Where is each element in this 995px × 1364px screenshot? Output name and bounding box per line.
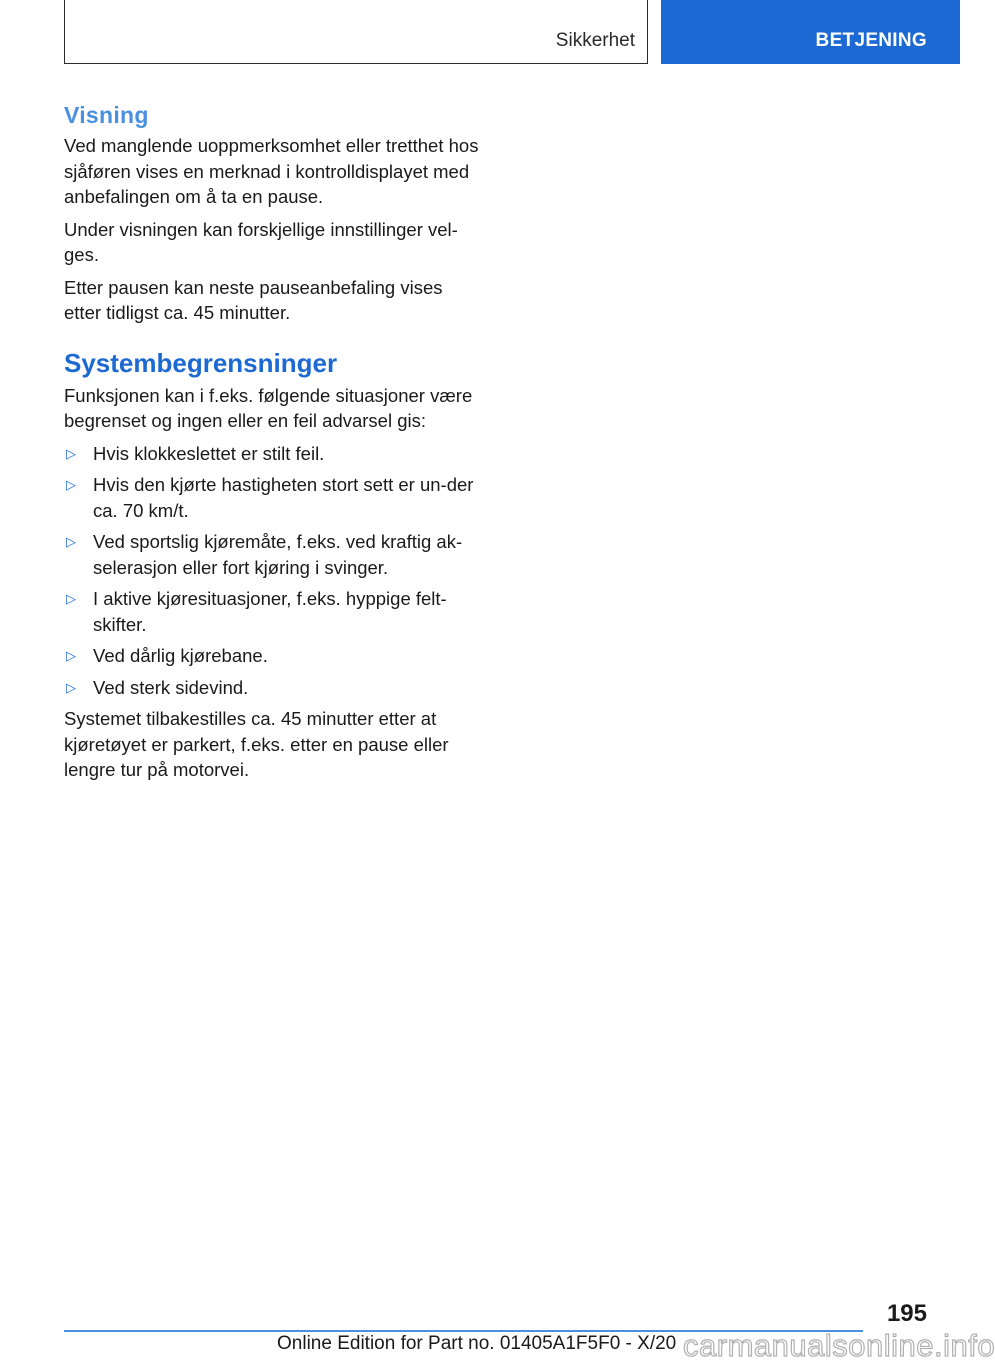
page-number: 195 bbox=[886, 1300, 927, 1327]
paragraph: Funksjonen kan i f.eks. følgende situasjoner være begrenset og ingen eller en feil advarsel gis: bbox=[64, 384, 473, 431]
triangle-bullet-icon: ▷ bbox=[66, 477, 76, 492]
limitation-list bbox=[64, 441, 484, 701]
main-content bbox=[64, 102, 484, 790]
header-chapter-tab bbox=[661, 0, 960, 64]
list-item-text: Hvis den kjørte hastigheten stort sett er un-der ca. 70 km/t. bbox=[93, 474, 474, 521]
section-heading-visning: Visning bbox=[64, 102, 149, 128]
list-item-text: Ved sportslig kjøremåte, f.eks. ved kraftig ak-selerasjon eller fort kjøring i svinger. bbox=[93, 531, 463, 578]
header-chapter-title: BETJENING bbox=[815, 30, 927, 51]
watermark-logo: carmanualsonline.info bbox=[683, 1328, 995, 1363]
triangle-bullet-icon: ▷ bbox=[66, 648, 76, 663]
paragraph: Under visningen kan forskjellige innstillinger vel-ges. bbox=[64, 218, 458, 265]
list-item bbox=[64, 643, 484, 669]
paragraph: Etter pausen kan neste pauseanbefaling vises etter tidligst ca. 45 minutter. bbox=[64, 276, 443, 323]
triangle-bullet-icon: ▷ bbox=[66, 679, 76, 695]
list-item bbox=[64, 472, 484, 523]
triangle-bullet-icon: ▷ bbox=[66, 534, 76, 549]
list-item bbox=[64, 675, 484, 701]
header-section-box bbox=[64, 0, 648, 64]
list-item-text: Ved dårlig kjørebane. bbox=[93, 645, 268, 666]
list-item-text: Hvis klokkeslettet er stilt feil. bbox=[93, 442, 325, 464]
triangle-bullet-icon: ▷ bbox=[66, 445, 76, 461]
section-heading-systembegrensninger: Systembegrensninger bbox=[64, 347, 338, 378]
paragraph: Ved manglende uoppmerksomhet eller tretthet hos sjåføren vises en merknad i kontrolldisplayet med anbefalingen om å ta en pause. bbox=[64, 135, 479, 207]
list-item bbox=[64, 586, 484, 637]
list-item bbox=[64, 529, 484, 580]
footer-edition-text: Online Edition for Part no. 01405A1F5F0 - X/20 bbox=[277, 1333, 677, 1354]
list-item-text: I aktive kjøresituasjoner, f.eks. hyppige felt-skifter. bbox=[93, 588, 447, 635]
header-section-title: Sikkerhet bbox=[555, 30, 635, 51]
list-item bbox=[64, 441, 484, 467]
list-item-text: Ved sterk sidevind. bbox=[93, 676, 249, 698]
paragraph: Systemet tilbakestilles ca. 45 minutter etter at kjøretøyet er parkert, f.eks. etter en pause eller lengre tur på motorvei. bbox=[64, 708, 449, 780]
triangle-bullet-icon: ▷ bbox=[66, 591, 76, 606]
